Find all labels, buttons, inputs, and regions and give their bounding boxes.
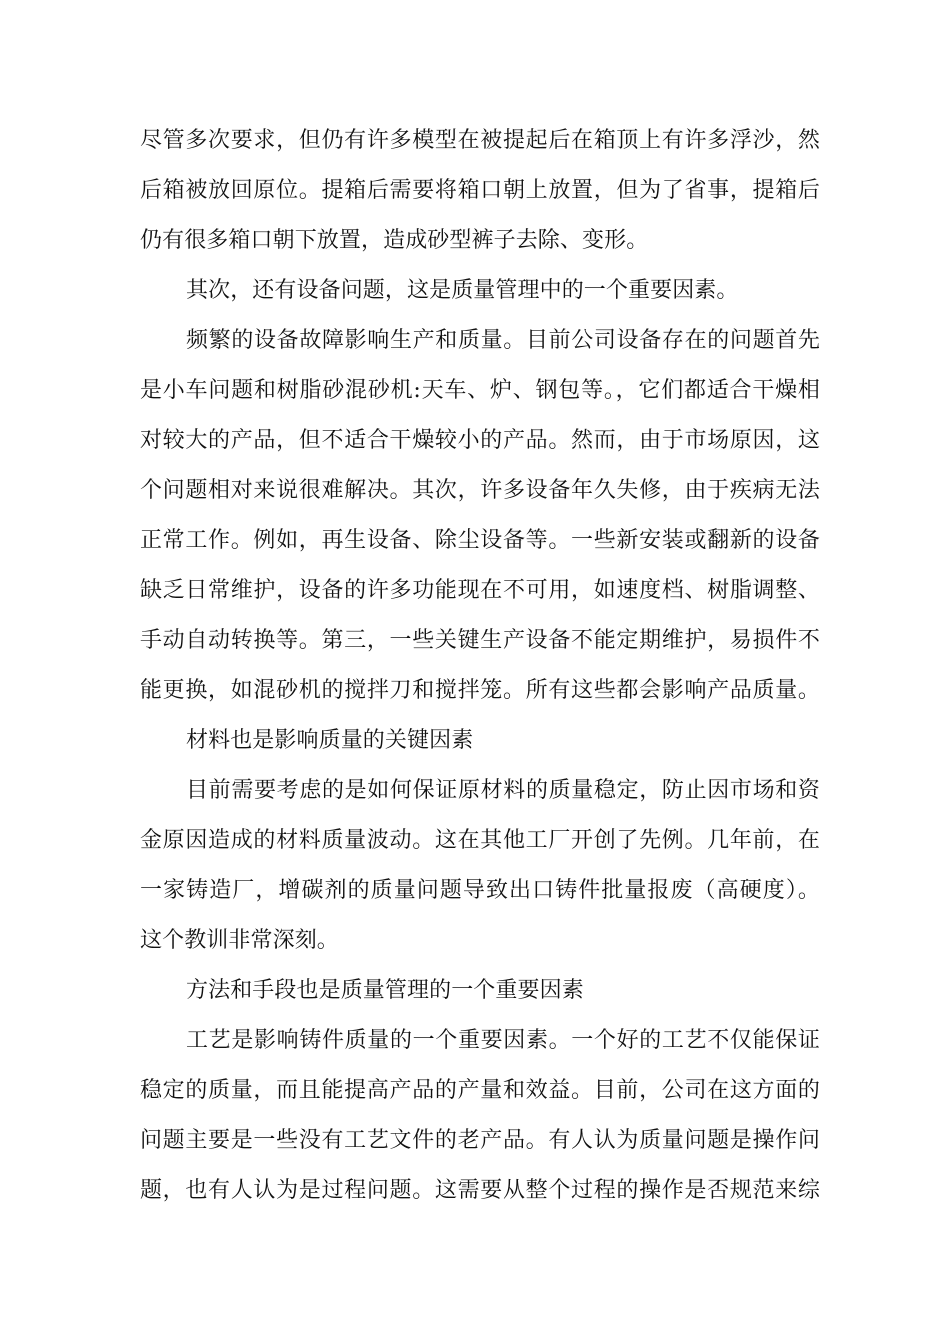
text-line-12: 能更换，如混砂机的搅拌刀和搅拌笼。所有这些都会影响产品质量。: [140, 678, 820, 703]
text-line-19: 工艺是影响铸件质量的一个重要因素。一个好的工艺不仅能保证: [186, 1028, 820, 1053]
text-line-18: 方法和手段也是质量管理的一个重要因素: [186, 978, 584, 1003]
text-line-17: 这个教训非常深刻。: [140, 928, 339, 953]
text-line-5: 频繁的设备故障影响生产和质量。目前公司设备存在的问题首先: [186, 328, 820, 353]
text-line-11: 手动自动转换等。第三，一些关键生产设备不能定期维护，易损件不: [140, 628, 820, 653]
text-line-14: 目前需要考虑的是如何保证原材料的质量稳定，防止因市场和资: [186, 778, 820, 803]
text-line-10: 缺乏日常维护，设备的许多功能现在不可用，如速度档、树脂调整、: [140, 578, 820, 603]
text-line-3: 仍有很多箱口朝下放置，造成砂型裤子去除、变形。: [140, 228, 649, 253]
text-line-9: 正常工作。例如，再生设备、除尘设备等。一些新安装或翻新的设备: [140, 528, 820, 553]
text-line-6: 是小车问题和树脂砂混砂机:天车、炉、钢包等。，它们都适合干燥相: [140, 378, 820, 403]
text-line-4: 其次，还有设备问题，这是质量管理中的一个重要因素。: [186, 278, 739, 303]
text-line-21: 问题主要是一些没有工艺文件的老产品。有人认为质量问题是操作问: [140, 1128, 820, 1153]
text-line-7: 对较大的产品，但不适合干燥较小的产品。然而，由于市场原因，这: [140, 428, 820, 453]
text-line-1: 尽管多次要求，但仍有许多模型在被提起后在箱顶上有许多浮沙，然: [140, 128, 820, 153]
text-line-20: 稳定的质量，而且能提高产品的产量和效益。目前，公司在这方面的: [140, 1078, 820, 1103]
text-line-16: 一家铸造厂，增碳剂的质量问题导致出口铸件批量报废（高硬度）。: [140, 878, 820, 903]
text-line-8: 个问题相对来说很难解决。其次，许多设备年久失修，由于疾病无法: [140, 478, 820, 503]
text-line-13: 材料也是影响质量的关键因素: [186, 728, 474, 753]
text-line-22: 题，也有人认为是过程问题。这需要从整个过程的操作是否规范来综: [140, 1178, 820, 1203]
text-line-15: 金原因造成的材料质量波动。这在其他工厂开创了先例。几年前，在: [140, 828, 820, 853]
text-line-2: 后箱被放回原位。提箱后需要将箱口朝上放置，但为了省事，提箱后: [140, 178, 820, 203]
